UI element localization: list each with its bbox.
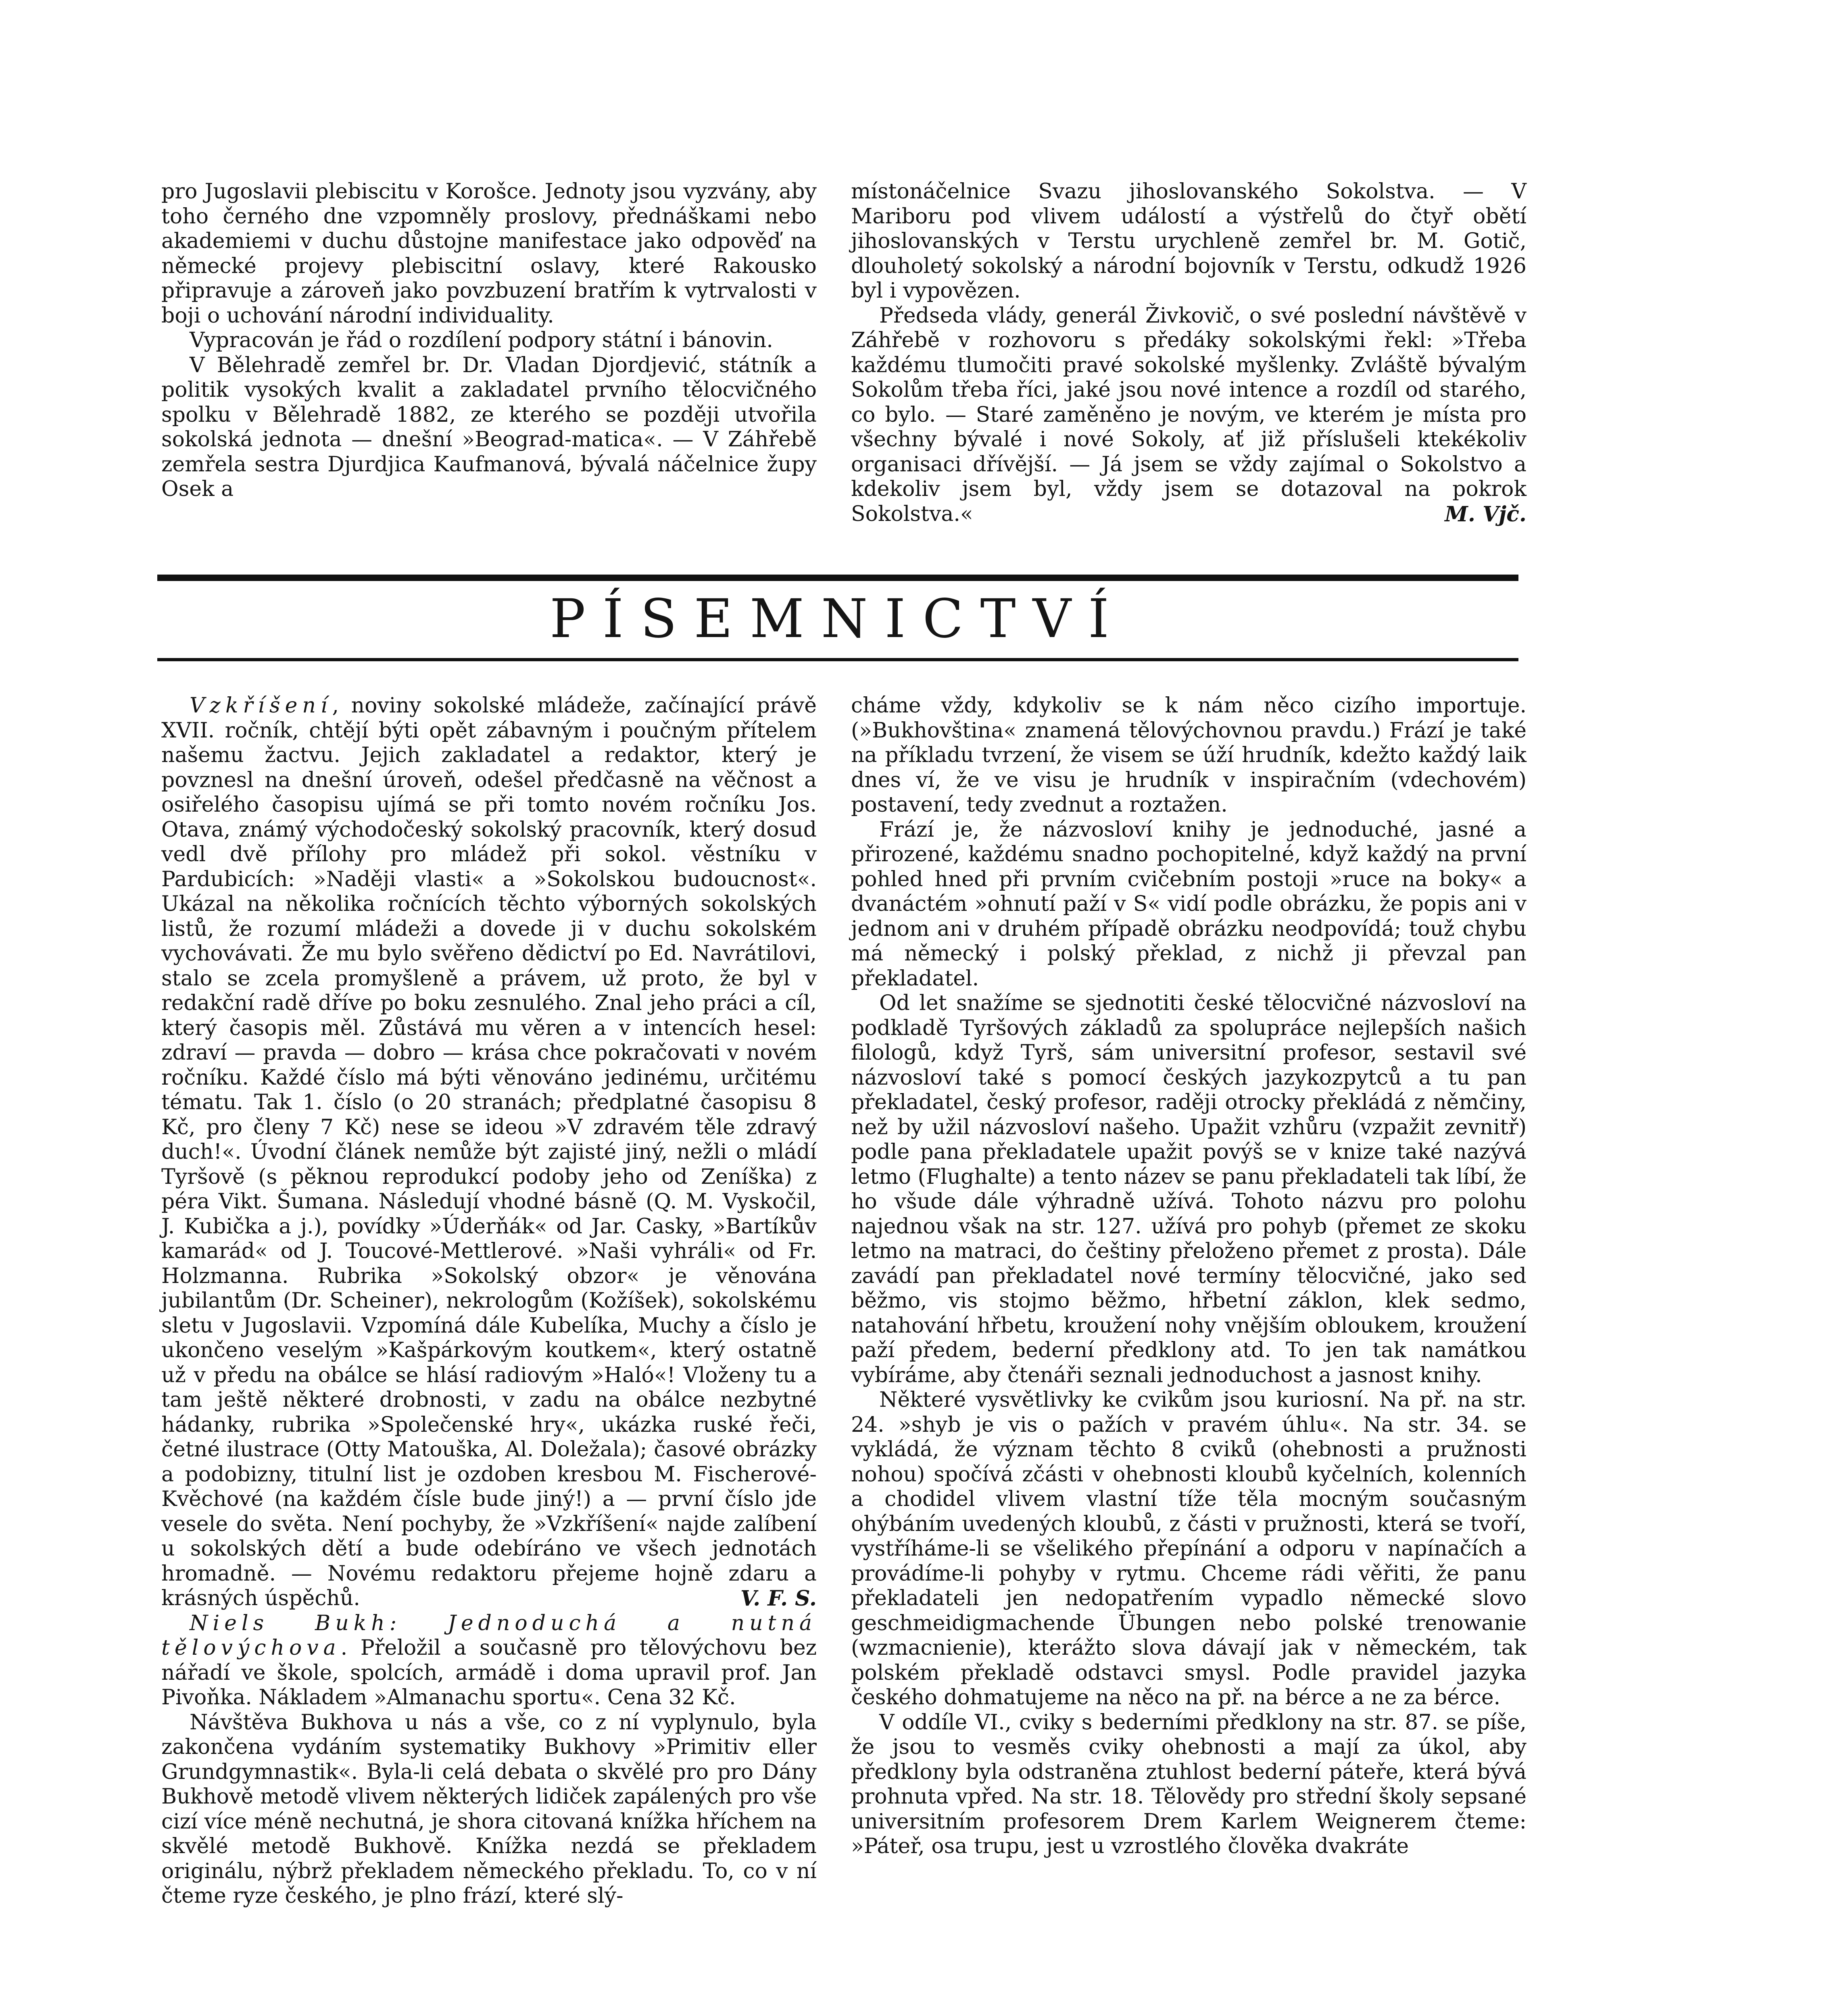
review-bukh-text: . Přeložil a současně pro tělovýchovu bez nářadí ve škole, spolcích, armádě i doma upravil prof. Jan Pivoňka. Nákladem »Almanachu sportu«. Cena 32 Kč. <box>161 1636 817 1710</box>
top-left-paragraph-2: Vypracován je řád o rozdílení podpory státní i bánovin. <box>190 328 773 352</box>
bottom-right-paragraph-5: V oddíle VI., cviky s bederními předklony na str. 87. se píše, že jsou to vesměs cviky ohebnosti a mají za úkol, aby předklony byla odstraněna ztuhlost bederní páteře, která bývá prohnuta vpřed. Na str. 18. Tělovědy pro střední školy sepsané universitním profesorem Drem Karlem Weignerem čteme: »Páteř, osa trupu, jest u vzrostlého člověka dvakráte <box>851 1710 1527 1858</box>
top-left-paragraph-1: pro Jugoslavii plebiscitu v Korošce. Jednoty jsou vyzvány, aby toho černého dne vzpomněly proslovy, přednáškami nebo akademiemi v duchu důstojne manifestace jako odpověď na německé projevy plebiscitní oslavy, které Rakousko připravuje a zároveň jako povzbuzení bratřím k vytrvalosti v boji o uchování národní individuality. <box>161 179 817 328</box>
review-vzkriseni-title: Vzkříšení <box>190 694 332 718</box>
review-bukh-body: Návštěva Bukhova u nás a vše, co z ní vyplynulo, byla zakončena vydáním systematiky Bukhovy »Primitiv eller Grundgymnastik«. Byla-li celá debata o skvělé pro pro Dány Bukhově metodě vlivem některých lidiček zapálených pro vše cizí více méně nechutná, je shora citovaná knížka hříchem na skvělé metodě Bukhově. Knížka nezdá se překladem originálu, nýbrž překladem německého překladu. To, co v ní čteme ryze českého, je plno frází, které slý- <box>161 1710 817 1908</box>
bottom-right-paragraph-4: Některé vysvětlivky ke cvikům jsou kuriosní. Na př. na str. 24. »shyb je vis o pažích v pravém úhlu«. Na str. 34. se vykládá, že význam těchto 8 cviků (ohebnosti a pružnosti nohou) spočívá zčásti v ohebnosti kloubů kyčelních, kolenních a chodidel vlivem vlastní tíže těla mocným současným ohýbáním uvedených kloubů, z části v pružnosti, která se tvoří, vystříháme-li se všelikého přepínání a odporu v napínačích a provádíme-li pohyby v rytmu. Chceme rádi věřiti, že panu překladateli jen nedopatřením vypadlo německé slovo geschmeidigmachende Übungen nebo polské trenowanie (wzmacnienie), kterážto slova dávají jak v německém, tak polském překladě odstavci smysl. Podle pravidel jazyka českého dohmatujeme na něco na př. na bérce a ne za bérce. <box>851 1388 1527 1710</box>
section-title: PÍSEMNICTVÍ <box>549 588 1126 650</box>
review-vzkriseni-signature: V. F. S. <box>740 1586 817 1611</box>
bottom-right-paragraph-2: Frází je, že názvosloví knihy je jednoduché, jasné a přirozené, každému snadno pochopitelné, když každý na první pohled hned při prvním cvičebním postoji »ruce na boky« a dvanáctém »ohnutí paží v S« vidí podle obrázku, že popis ani v jednom ani v druhém případě obrázku neodpovídá; touž chybu má německý i polský překlad, z nichž ji převzal pan překladatel. <box>851 817 1527 991</box>
review-vzkriseni <box>161 694 817 1611</box>
bottom-left-column <box>161 694 817 1909</box>
top-right-paragraph-1: místonáčelnice Svazu jihoslovanského Sokolstva. — V Mariboru pod vlivem událostí a výstřelů do čtyř obětí jihoslovanských v Terstu urychleně zemřel br. M. Gotič, dlouholetý sokolský a národní bojovník v Terstu, odkudž 1926 byl i vypovězen. <box>851 179 1527 303</box>
top-left-paragraph-3: V Bělehradě zemřel br. Dr. Vladan Djordjević, státník a politik vysokých kvalit a zakladatel prvního tělocvičného spolku v Bělehradě 1882, ze kterého se později utvořila sokolská jednota — dnešní »Beograd-matica«. — V Záhřebě zemřela sestra Djurdjica Kaufmanová, bývalá náčelnice župy Osek a <box>161 353 817 501</box>
review-vzkriseni-text: , noviny sokolské mládeže, začínající právě XVII. ročník, chtějí býti opět zábavným i poučným přítelem našemu žactvu. Jejich zakladatel a redaktor, který je povznesl na dnešní úroveň, odešel předčasně na věčnost a osiřelého časopisu ujímá se při tomto novém ročníku Jos. Otava, známý východočeský sokolský pracovník, který dosud vedl dvě přílohy pro mládež při sokol. věstníku v Pardubicích: »Naději vlasti« a »Sokolskou budoucnost«. Ukázal na několika ročnících těchto výborných sokolských listů, že rozumí mládeži a dovede ji v duchu sokolském vychovávati. Že mu bylo svěřeno dědictví po Ed. Navrátilovi, stalo se zcela promyšleně a právem, už proto, že byl v redakční radě dříve po boku zesnulého. Znal jeho práci a cíl, který časopis měl. Zůstává mu věren a v intencích hesel: zdraví — pravda — dobro — krása chce pokračovati v novém ročníku. Každé číslo má býti věnováno jedinému, určitému tématu. Tak 1. číslo (o 20 stranách; předplatné časopisu 8 Kč, pro členy 7 Kč) nese se ideou »V zdravém těle zdravý duch!«. Úvodní článek nemůže být zajisté jiný, nežli o mládí Tyršově (s pěknou reprodukcí podoby jeho od Zeníška) z péra Vikt. Šumana. Následují vhodné básně (Q. M. Vyskočil, J. Kubička a j.), povídky »Úderňák« od Jar. Casky, »Bartíkův kamarád« od J. Toucové-Mettlerové. »Naši vyhráli« od Fr. Holzmanna. Rubrika »Sokolský obzor« je věnována jubilantům (Dr. Scheiner), nekrologům (Kožíšek), sokolskému sletu v Jugoslavii. Vzpomíná dále Kubelíka, Muchy a číslo je ukončeno veselým »Kašpárkovým koutkem«, který ostatně už v předu na obálce se hlásí radiovým »Haló«! Vloženy tu a tam ještě některé drobnosti, v zadu na obálce nezbytné hádanky, rubrika »Společenské hry«, ukázka ruské řeči, četné ilustrace (Otty Matouška, Al. Doležala); časové obrázky a podobizny, titulní list je ozdoben kresbou M. Fischerové-Kvěchové (na každém čísle bude jiný!) a — první číslo jde vesele do světa. Není pochyby, že »Vzkříšení« najde zalíbení u sokolských dětí a bude odebíráno ve všech jednotách hromadně. — Novému redaktoru přejeme hojně zdaru a krásných úspěchů. <box>161 694 817 1610</box>
review-bukh <box>161 1611 817 1710</box>
review-bukh-title: Niels Bukh: Jednoduchá a nutná tělovýchova <box>161 1611 817 1660</box>
bottom-right-paragraph-1: cháme vždy, kdykoliv se k nám něco cizího importuje. (»Bukhovština« znamená tělovýchovnou pravdu.) Frází je také na příkladu tvrzení, že visem se úží hrudník, kdežto každý laik dnes ví, že ve visu je hrudník v inspiračním (vdechovém) postavení, tedy zvednut a roztažen. <box>851 694 1527 817</box>
heading-rule-top <box>157 575 1518 581</box>
top-right-paragraph-2 <box>851 304 1527 527</box>
top-right-column <box>851 179 1527 527</box>
top-left-column <box>161 179 817 502</box>
bottom-right-column <box>851 694 1527 1859</box>
bottom-right-paragraph-3: Od let snažíme se sjednotiti české tělocvičné názvosloví na podkladě Tyršových základů za spolupráce nejlepších našich filologů, když Tyrš, sám universitní profesor, sestavil své názvosloví také s pomocí českých jazykozpytců a tu pan překladatel, český profesor, raději otrocky překládá z němčiny, než by užil názvosloví našeho. Upažit vzhůru (vzpažit zevnitř) podle pana překladatele upažit povýš se v knize také nazývá letmo (Flughalte) a tento název se panu překladateli tak líbí, že ho všude dále výhradně užívá. Tohoto názvu pro polohu najednou však na str. 127. užívá pro pohyb (přemet ze skoku letmo na matraci, do češtiny přeloženo přemet z prosta). Dále zavádí pan překladatel nové termíny tělocvičné, jako sed běžmo, vis stojmo běžmo, hřbetní záklon, klek sedmo, natahování hřbetu, kroužení nohy vnějším obloukem, kroužení paží předem, bederní předklony atd. To jen tak namátkou vybíráme, aby čtenáři seznali jednoduchost a jasnost knihy. <box>851 991 1527 1387</box>
top-right-paragraph-2-text: Předseda vlády, generál Živkovič, o své poslední návštěvě v Záhřebě v rozhovoru s předáky sokolskými řekl: »Třeba každému tlumočiti pravé sokolské myšlenky. Zvláště bývalým Sokolům třeba říci, jaké jsou nové intence a rozdíl od starého, co bylo. — Staré zaměněno je novým, ve kterém je místa pro všechny bývalé i nové Sokoly, ať již příslušeli ktekékoliv organisaci dřívější. — Já jsem se vždy zajímal o Sokolstvo a kdekoliv jsem byl, vždy jsem se dotazoval na pokrok Sokolstva.« <box>851 303 1527 526</box>
heading-rule-bottom <box>157 658 1518 661</box>
top-right-signature: M. Vjč. <box>1445 502 1527 527</box>
